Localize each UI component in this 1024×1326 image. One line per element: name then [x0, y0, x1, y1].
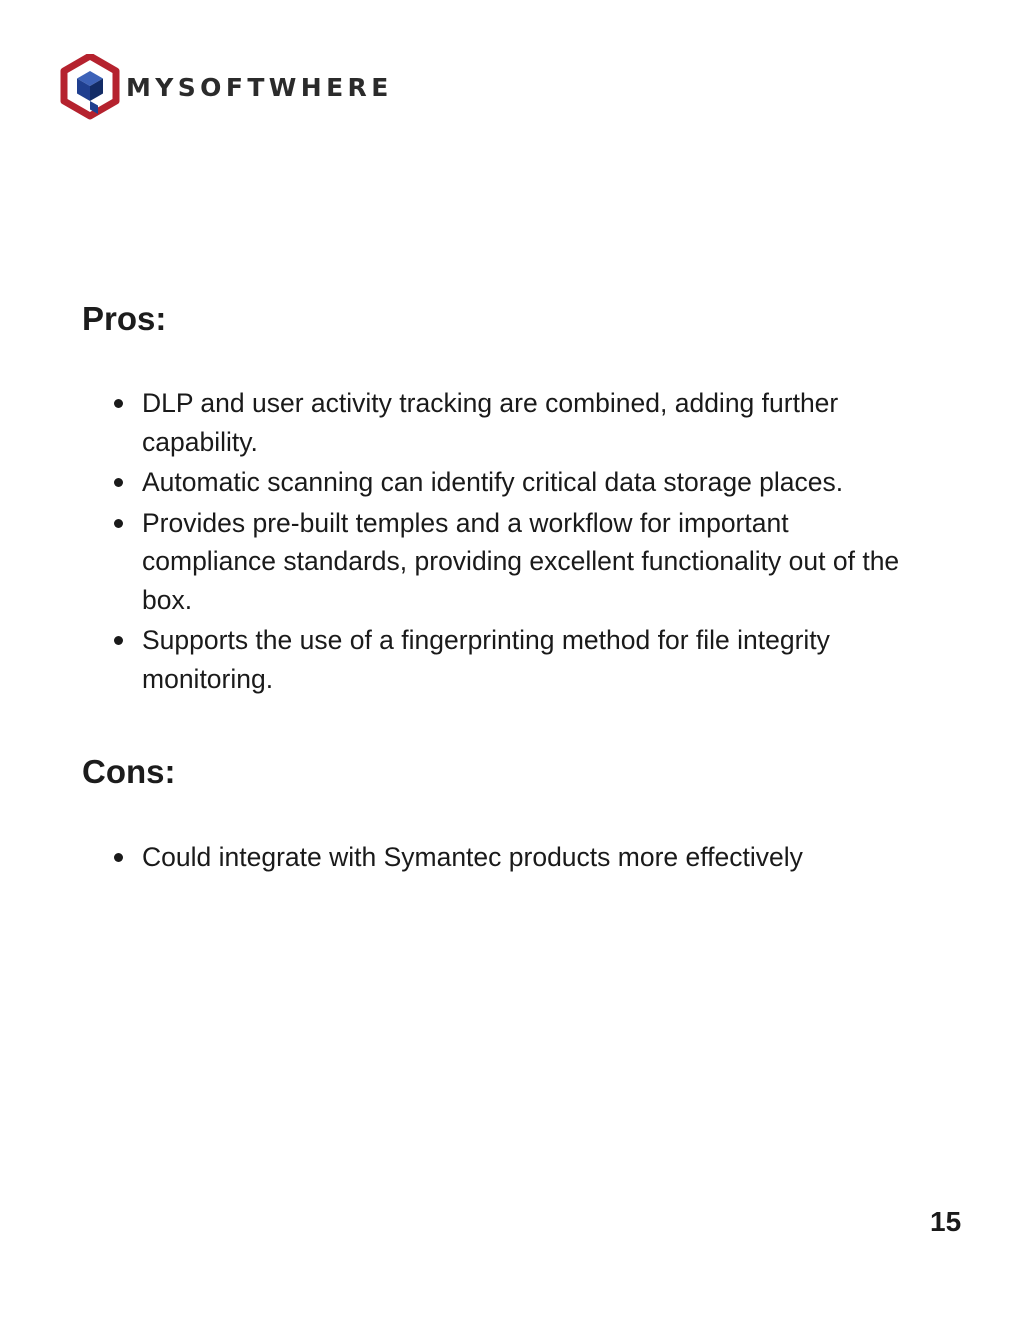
- pros-list: [112, 384, 922, 700]
- bullet-icon: [114, 399, 123, 408]
- list-item-text: DLP and user activity tracking are combined, adding further capability.: [142, 388, 839, 457]
- bullet-icon: [114, 478, 123, 487]
- cons-list: [112, 838, 922, 879]
- brand-name: MYSOFTWHERE: [126, 72, 393, 102]
- list-item: [112, 504, 922, 620]
- brand-logo: [60, 54, 393, 120]
- list-item-text: Could integrate with Symantec products more effectively: [142, 842, 803, 872]
- bullet-icon: [114, 636, 123, 645]
- list-item-text: Automatic scanning can identify critical data storage places.: [142, 467, 844, 497]
- list-item: [112, 463, 922, 502]
- pros-heading: Pros:: [82, 300, 167, 337]
- list-item: [112, 838, 922, 877]
- list-item-text: Supports the use of a fingerprinting method for file integrity monitoring.: [142, 625, 830, 694]
- list-item: [112, 384, 922, 461]
- list-item: [112, 621, 922, 698]
- hexagon-cube-logo-icon: [60, 54, 120, 120]
- bullet-icon: [114, 853, 123, 862]
- bullet-icon: [114, 519, 123, 528]
- list-item-text: Provides pre-built temples and a workflow for important compliance standards, providing excellent functionality out of the box.: [142, 507, 900, 615]
- page-number: 15: [930, 1206, 962, 1237]
- cons-heading: Cons:: [82, 753, 176, 790]
